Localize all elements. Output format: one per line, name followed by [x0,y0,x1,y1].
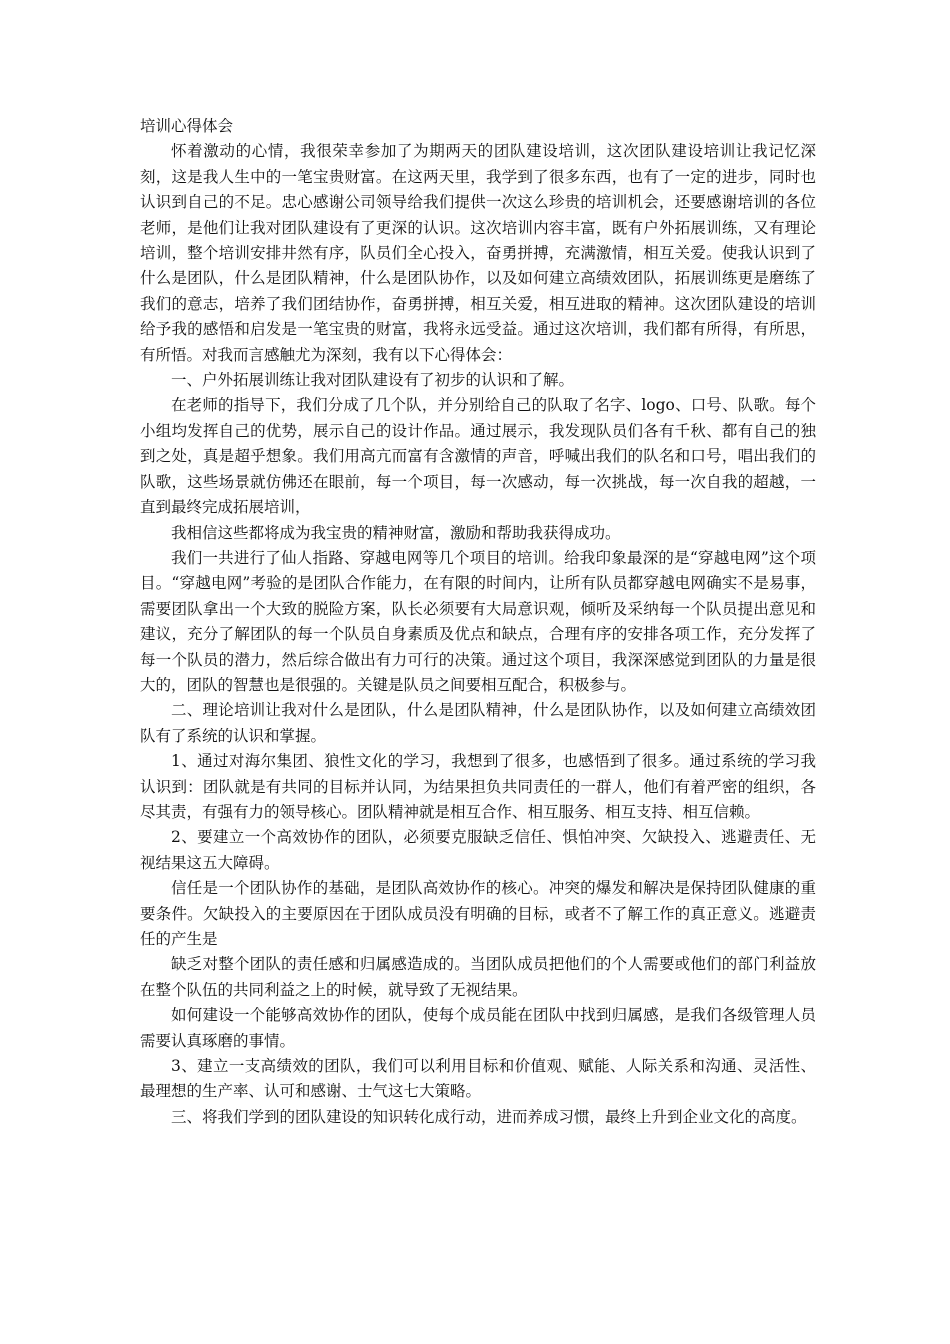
paragraph-trust: 信任是一个团队协作的基础，是团队高效协作的核心。冲突的爆发和解决是保持团队健康的重要条件。欠缺投入的主要原因在于团队成员没有明确的目标，或者不了解工作的真正意义。逃避责任的产生是 [140,879,816,948]
paragraph-point-3: 3、建立一支高绩效的团队，我们可以利用目标和价值观、赋能、人际关系和沟通、灵活性、最理想的生产率、认可和感谢、士气这七大策略。 [140,1057,816,1101]
paragraph-electric-net: 我们一共进行了仙人指路、穿越电网等几个项目的培训。给我印象最深的是“穿越电网”这个项目。“穿越电网”考验的是团队合作能力，在有限的时间内，让所有队员都穿越电网确实不是易事，需要团队拿出一个大致的脱险方案，队长必须要有大局意识观，倾听及采纳每一个队员提出意见和建议，充分了解团队的每一个队员自身素质及优点和缺点，合理有序的安排各项工作，充分发挥了每一个队员的潜力，然后综合做出有力可行的决策。通过这个项目，我深深感觉到团队的力量是很大的，团队的智慧也是很强的。关键是队员之间要相互配合，积极参与。 [140,548,816,694]
paragraph-section-3-heading: 三、将我们学到的团队建设的知识转化成行动，进而养成习惯，最终上升到企业文化的高度。 [171,1107,807,1126]
paragraph-point-1: 1、通过对海尔集团、狼性文化的学习，我想到了很多，也感悟到了很多。通过系统的学习我认识到：团队就是有共同的目标并认同，为结果担负共同责任的一群人，他们有着严密的组织，各尽其责，有强有力的领导核心。团队精神就是相互合作、相互服务、相互支持、相互信赖。 [140,752,816,821]
document-page [140,114,816,1130]
paragraph-section-2-heading: 二、理论培训让我对什么是团队，什么是团队精神，什么是团队协作，以及如何建立高绩效团队有了系统的认识和掌握。 [140,701,816,745]
paragraph-section-1-heading: 一、户外拓展训练让我对团队建设有了初步的认识和了解。 [171,371,575,390]
paragraph-belonging: 如何建设一个能够高效协作的团队，使每个成员能在团队中找到归属感，是我们各级管理人员需要认真琢磨的事情。 [140,1006,816,1050]
paragraph-responsibility: 缺乏对整个团队的责任感和归属感造成的。当团队成员把他们的个人需要或他们的部门利益放在整个队伍的共同利益之上的时候，就导致了无视结果。 [140,955,816,999]
paragraph-point-2: 2、要建立一个高效协作的团队，必须要克服缺乏信任、惧怕冲突、欠缺投入、逃避责任、无视结果这五大障碍。 [140,828,816,872]
document-title: 培训心得体会 [140,117,234,135]
paragraph-team-formation: 在老师的指导下，我们分成了几个队，并分别给自己的队取了名字、logo、口号、队歌。每个小组均发挥自己的优势，展示自己的设计作品。通过展示，我发现队员们各有千秋、都有自己的独到之处，真是超乎想象。我们用高亢而富有含激情的声音，呼喊出我们的队名和口号，唱出我们的队歌，这些场景就仿佛还在眼前，每一个项目，每一次感动，每一次挑战，每一次自我的超越，一直到最终完成拓展培训， [140,396,816,517]
paragraph-belief: 我相信这些都将成为我宝贵的精神财富，激励和帮助我获得成功。 [171,523,621,542]
paragraph-intro: 怀着激动的心情，我很荣幸参加了为期两天的团队建设培训，这次团队建设培训让我记忆深刻，这是我人生中的一笔宝贵财富。在这两天里，我学到了很多东西，也有了一定的进步，同时也认识到自己的不足。忠心感谢公司领导给我们提供一次这么珍贵的培训机会，还要感谢培训的各位老师，是他们让我对团队建设有了更深的认识。这次培训内容丰富，既有户外拓展训练，又有理论培训，整个培训安排井然有序，队员们全心投入，奋勇拼搏，充满激情，相互关爱。使我认识到了什么是团队，什么是团队精神，什么是团队协作，以及如何建立高绩效团队，拓展训练更是磨练了我们的意志，培养了我们团结协作，奋勇拼搏，相互关爱，相互进取的精神。这次团队建设的培训给予我的感悟和启发是一笔宝贵的财富，我将永远受益。通过这次培训，我们都有所得，有所思，有所悟。对我而言感触尤为深刻，我有以下心得体会： [140,142,816,364]
